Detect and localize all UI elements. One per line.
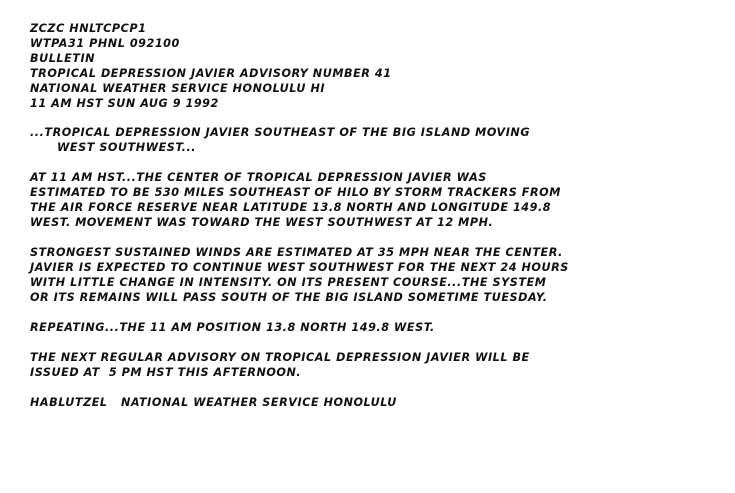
issuing-office: NATIONAL WEATHER SERVICE HONOLULU HI [30,82,326,95]
header-line: BULLETIN [30,52,96,65]
next-advisory-paragraph [30,350,720,380]
paragraph-line: WITH LITTLE CHANGE IN INTENSITY. ON ITS PRESENT COURSE...THE SYSTEM [30,276,547,289]
paragraph-line: OR ITS REMAINS WILL PASS SOUTH OF THE BIG ISLAND SOMETIME TUESDAY. [30,291,548,304]
paragraph-line: STRONGEST SUSTAINED WINDS ARE ESTIMATED AT 35 MPH NEAR THE CENTER. [30,246,563,259]
intensity-paragraph [30,245,720,305]
headline-block [30,125,720,155]
repeating-paragraph [30,320,720,335]
header-block [30,21,720,111]
header-line: ZCZC HNLTCPCP1 [30,22,147,35]
position-paragraph [30,170,720,230]
forecaster-signature: HABLUTZEL NATIONAL WEATHER SERVICE HONOLULU [30,396,397,409]
headline-line: WEST SOUTHWEST... [57,141,197,154]
paragraph-line: WEST. MOVEMENT WAS TOWARD THE WEST SOUTHWEST AT 12 MPH. [30,216,494,229]
advisory-title: TROPICAL DEPRESSION JAVIER ADVISORY NUMBER 41 [30,67,392,80]
paragraph-line: REPEATING...THE 11 AM POSITION 13.8 NORTH 149.8 WEST. [30,321,435,334]
paragraph-line: AT 11 AM HST...THE CENTER OF TROPICAL DEPRESSION JAVIER WAS [30,171,487,184]
headline-line: ...TROPICAL DEPRESSION JAVIER SOUTHEAST OF THE BIG ISLAND MOVING [30,126,531,139]
issue-time: 11 AM HST SUN AUG 9 1992 [30,97,219,110]
signature-block [30,395,720,410]
paragraph-line: ESTIMATED TO BE 530 MILES SOUTHEAST OF HILO BY STORM TRACKERS FROM [30,186,561,199]
header-line: WTPA31 PHNL 092100 [30,37,180,50]
paragraph-line: JAVIER IS EXPECTED TO CONTINUE WEST SOUTHWEST FOR THE NEXT 24 HOURS [30,261,569,274]
paragraph-line: ISSUED AT 5 PM HST THIS AFTERNOON. [30,366,302,379]
paragraph-line: THE AIR FORCE RESERVE NEAR LATITUDE 13.8 NORTH AND LONGITUDE 149.8 [30,201,552,214]
advisory-document [30,21,720,410]
paragraph-line: THE NEXT REGULAR ADVISORY ON TROPICAL DEPRESSION JAVIER WILL BE [30,351,530,364]
